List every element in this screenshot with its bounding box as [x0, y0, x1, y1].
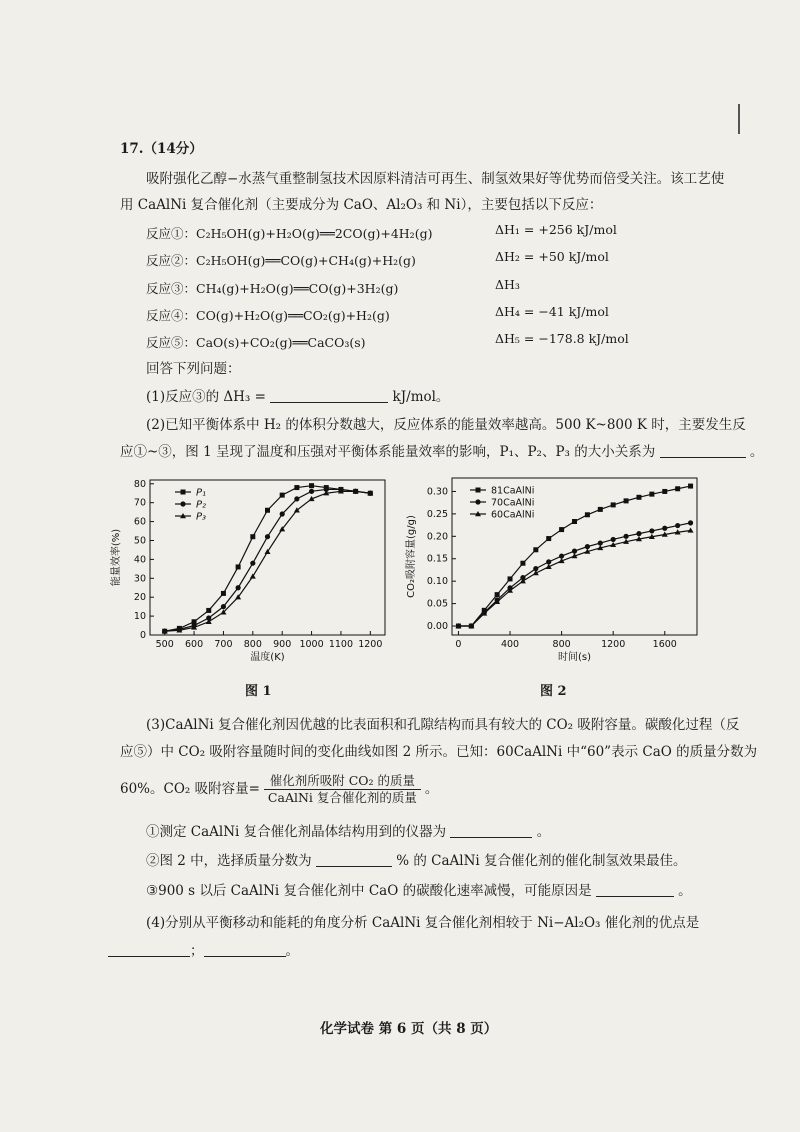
q3-2-text: ②图 2 中，选择质量分数为: [146, 853, 312, 869]
answer-prompt: 回答下列问题：: [146, 361, 241, 377]
data-point: [611, 502, 616, 507]
data-point: [662, 489, 667, 494]
co2-adsorption-chart: [400, 470, 710, 670]
data-point: [611, 537, 616, 542]
reaction-5-enthalpy: ΔH₅ = −178.8 kJ/mol: [495, 331, 629, 346]
reaction-2-enthalpy: ΔH₂ = +50 kJ/mol: [495, 249, 609, 264]
q2-answer-blank[interactable]: [660, 443, 746, 458]
data-point: [688, 520, 693, 525]
data-point: [636, 495, 641, 500]
q3-2-line: [146, 852, 687, 870]
figure-2-caption: 图 2: [540, 684, 567, 699]
x-axis-label: 温度(K): [250, 652, 285, 663]
data-point: [662, 526, 667, 531]
y-tick-label: 0.25: [426, 508, 448, 520]
data-point: [265, 508, 270, 513]
x-tick-label: 800: [552, 639, 571, 650]
data-point: [688, 484, 693, 489]
reaction-1-enthalpy: ΔH₁ = +256 kJ/mol: [495, 222, 617, 237]
q3-1-text: ①测定 CaAlNi 复合催化剂晶体结构用到的仪器为: [146, 824, 447, 840]
q3-1-end: 。: [536, 824, 551, 840]
q1-answer-blank[interactable]: [270, 388, 388, 403]
y-tick-label: 20: [133, 592, 146, 604]
data-point: [559, 527, 564, 532]
data-point: [309, 489, 314, 494]
y-axis-label: 能量效率(%): [111, 528, 122, 587]
q4-end: 。: [285, 943, 299, 959]
x-tick-label: 700: [214, 639, 233, 650]
legend-label: 60CaAlNi: [491, 509, 535, 521]
data-point: [636, 531, 641, 536]
q2-text: 应①~③，图 1 呈现了温度和压强对平衡体系能量效率的影响，P₁、P₂、P₃ 的大小关系为: [120, 444, 656, 460]
legend-marker: [180, 501, 185, 506]
data-point: [280, 493, 285, 498]
q3-3-answer-blank[interactable]: [596, 882, 674, 897]
q4-line-1: (4)分别从平衡移动和能耗的角度分析 CaAlNi 复合催化剂相较于 Ni−Al₂O₃ 催化剂的优点是: [146, 915, 700, 931]
y-tick-label: 30: [133, 573, 146, 585]
q3-1-answer-blank[interactable]: [450, 823, 532, 838]
legend-label: 70CaAlNi: [491, 497, 535, 509]
reaction-2: 反应②：C₂H₅OH(g)══CO(g)+CH₄(g)+H₂(g): [146, 253, 416, 268]
x-tick-label: 1000: [299, 639, 324, 650]
fraction-denominator: CaAlNi 复合催化剂的质量: [267, 790, 417, 805]
legend-label: P₃: [196, 511, 207, 523]
page-footer: 化学试卷 第 6 页（共 8 页）: [320, 1021, 498, 1037]
y-tick-label: 50: [133, 535, 146, 547]
intro-line-2: 用 CaAlNi 复合催化剂（主要成分为 CaO、Al₂O₃ 和 Ni），主要包括以下反应：: [120, 197, 603, 213]
q2-end: 。: [749, 444, 764, 460]
y-tick-label: 0.30: [426, 486, 448, 498]
y-tick-label: 0.20: [426, 531, 448, 543]
data-point: [546, 559, 551, 564]
legend-marker: [475, 499, 480, 504]
q3-line-1: (3)CaAlNi 复合催化剂因优越的比表面积和孔隙结构而具有较大的 CO₂ 吸附容量。碳酸化过程（反: [146, 717, 740, 733]
y-tick-label: 0: [139, 630, 146, 641]
x-tick-label: 500: [155, 639, 174, 650]
data-point: [236, 564, 241, 569]
x-tick-label: 0: [455, 639, 462, 650]
q3-line-3: [120, 772, 438, 806]
data-point: [649, 528, 654, 533]
q4-line-2: [108, 942, 299, 960]
capacity-fraction: [264, 773, 421, 806]
data-point: [508, 576, 513, 581]
q4-separator: ；: [190, 943, 204, 959]
reaction-3-enthalpy: ΔH₃: [495, 277, 520, 292]
page-edge-mark: [738, 104, 740, 134]
data-point: [250, 561, 255, 566]
data-point: [250, 534, 255, 539]
y-tick-label: 60: [133, 516, 146, 528]
x-tick-label: 1600: [652, 639, 677, 650]
q3-3-line: [146, 882, 692, 900]
y-tick-label: 0.00: [426, 621, 448, 633]
series-1: [162, 483, 373, 634]
q4-answer-blank-2[interactable]: [204, 942, 286, 957]
data-point: [221, 604, 226, 609]
legend-label: P₁: [196, 487, 207, 499]
q1-line: [146, 388, 449, 406]
series-line: [458, 530, 690, 626]
data-point: [585, 512, 590, 517]
energy-efficiency-chart: [105, 470, 395, 670]
data-point: [559, 553, 564, 558]
q2-line-2: [120, 443, 763, 461]
x-tick-label: 1200: [601, 639, 626, 650]
y-tick-label: 70: [133, 497, 146, 509]
data-point: [294, 485, 299, 490]
q1-text: (1)反应③的 ΔH₃ =: [146, 389, 266, 405]
y-tick-label: 0.05: [426, 598, 448, 610]
q1-unit: kJ/mol。: [392, 389, 450, 405]
data-point: [546, 536, 551, 541]
x-axis-label: 时间(s): [557, 652, 592, 663]
q3-line-3-end: 。: [424, 781, 439, 797]
data-point: [250, 573, 256, 578]
data-point: [598, 540, 603, 545]
x-tick-label: 1100: [328, 639, 354, 650]
data-point: [294, 496, 299, 501]
data-point: [265, 534, 270, 539]
data-point: [572, 549, 577, 554]
legend-marker: [476, 488, 481, 493]
x-tick-label: 900: [273, 639, 292, 650]
data-point: [495, 592, 500, 597]
data-point: [533, 547, 538, 552]
q3-1-line: [146, 823, 550, 841]
data-point: [675, 523, 680, 528]
q3-2-answer-blank[interactable]: [316, 852, 392, 867]
y-axis-label: CO₂吸附容量(g/g): [406, 515, 417, 598]
series-3: [455, 527, 693, 628]
figure-1-caption: 图 1: [245, 684, 272, 699]
data-point: [649, 492, 654, 497]
reaction-4: 反应④：CO(g)+H₂O(g)══CO₂(g)+H₂(g): [146, 308, 390, 323]
data-point: [624, 498, 629, 503]
reaction-3: 反应③：CH₄(g)+H₂O(g)══CO(g)+3H₂(g): [146, 281, 399, 296]
data-point: [221, 591, 226, 596]
q4-answer-blank-1[interactable]: [108, 942, 190, 957]
data-point: [585, 544, 590, 549]
x-tick-label: 600: [184, 639, 204, 650]
y-tick-label: 0.15: [426, 553, 448, 565]
fraction-numerator: 催化剂所吸附 CO₂ 的质量: [264, 773, 421, 790]
reaction-4-enthalpy: ΔH₄ = −41 kJ/mol: [495, 304, 609, 319]
legend-marker: [181, 490, 186, 495]
data-point: [280, 511, 285, 516]
data-point: [236, 585, 241, 590]
q3-2-end: % 的 CaAlNi 复合催化剂的催化制氢效果最佳。: [396, 853, 687, 869]
y-tick-label: 10: [133, 611, 146, 623]
series-2: [456, 520, 693, 628]
legend-label: P₂: [196, 499, 207, 511]
data-point: [688, 527, 694, 532]
reaction-1: 反应①：C₂H₅OH(g)+H₂O(g)══2CO(g)+4H₂(g): [146, 226, 433, 241]
data-point: [598, 507, 603, 512]
intro-line-1: 吸附强化乙醇−水蒸气重整制氢技术因原料清洁可再生、制氢效果好等优势而倍受关注。该工艺使: [146, 171, 725, 187]
x-tick-label: 400: [500, 639, 520, 650]
reaction-5: 反应⑤：CaO(s)+CO₂(g)══CaCO₃(s): [146, 335, 366, 350]
q3-3-text: ③900 s 以后 CaAlNi 复合催化剂中 CaO 的碳酸化速率减慢，可能原因是: [146, 883, 592, 899]
data-point: [572, 519, 577, 524]
data-point: [309, 483, 314, 488]
x-tick-label: 800: [243, 639, 262, 650]
data-point: [675, 486, 680, 491]
legend-label: 81CaAlNi: [491, 485, 535, 497]
q2-line-1: (2)已知平衡体系中 H₂ 的体积分数越大，反应体系的能量效率越高。500 K~800 K 时，主要发生反: [146, 417, 746, 433]
series-line: [458, 523, 690, 626]
q3-3-end: 。: [678, 883, 692, 899]
question-header: 17.（14分）: [120, 141, 203, 157]
y-tick-label: 40: [133, 554, 146, 566]
data-point: [623, 534, 628, 539]
data-point: [206, 608, 211, 613]
y-tick-label: 80: [133, 478, 146, 490]
x-tick-label: 1200: [358, 639, 383, 650]
data-point: [520, 561, 525, 566]
q3-line-2: 应⑤）中 CO₂ 吸附容量随时间的变化曲线如图 2 所示。已知：60CaAlNi 中“60”表示 CaO 的质量分数为: [120, 744, 758, 760]
y-tick-label: 0.10: [426, 576, 448, 588]
q3-capacity-def: 60%。CO₂ 吸附容量=: [120, 781, 260, 797]
